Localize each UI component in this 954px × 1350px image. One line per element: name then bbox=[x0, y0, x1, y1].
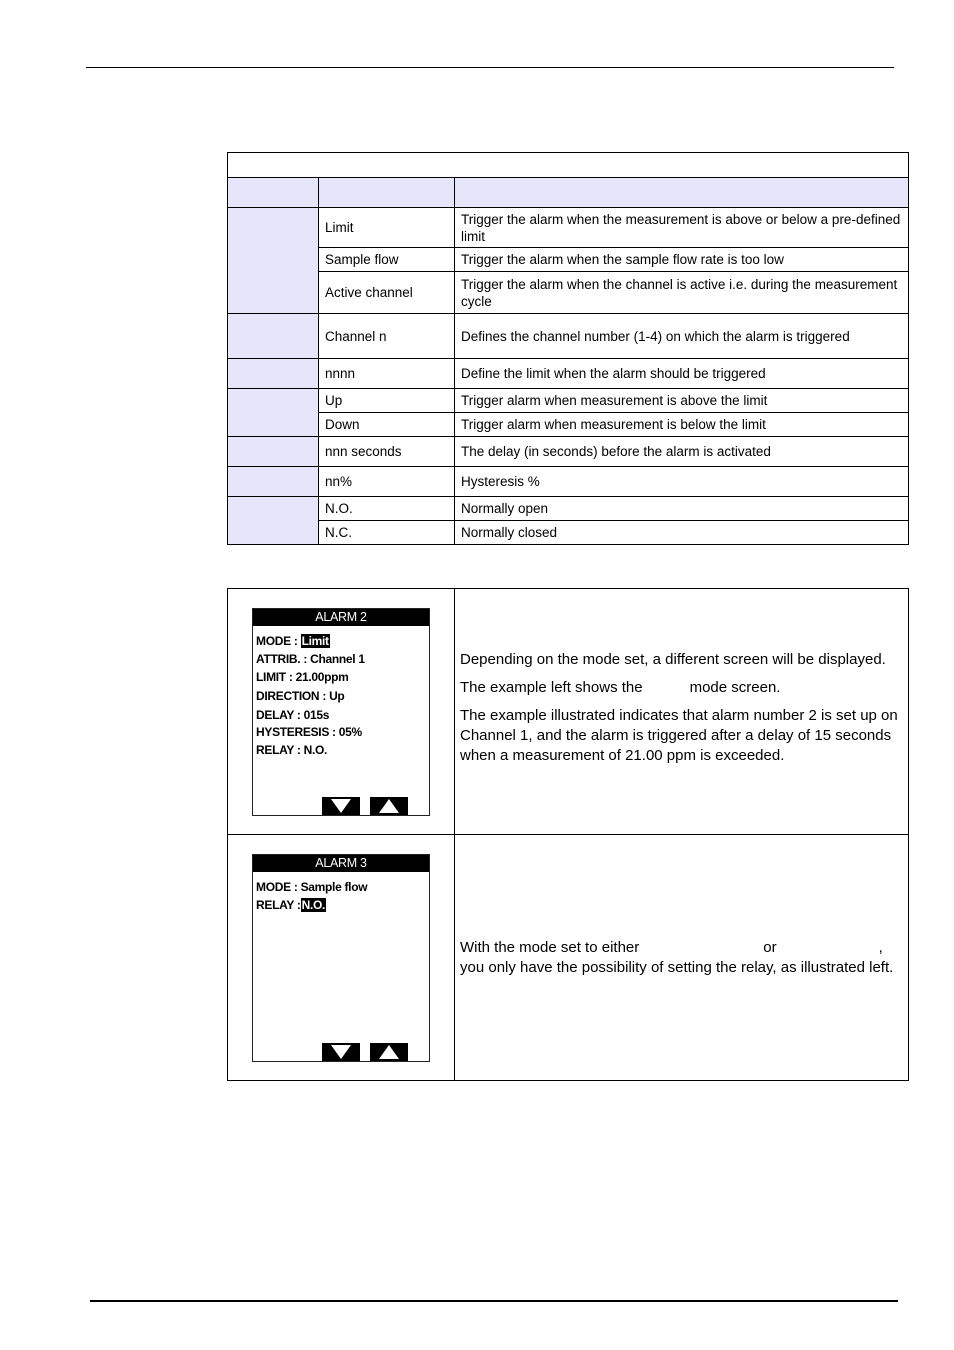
option-cell: nnn seconds bbox=[319, 437, 455, 467]
category-cell bbox=[228, 467, 319, 497]
option-cell: Limit bbox=[319, 208, 455, 248]
screen-examples-table bbox=[227, 588, 909, 1081]
table-row bbox=[228, 248, 909, 272]
description-cell: Trigger the alarm when the measurement is above or below a pre-defined limit bbox=[455, 208, 909, 248]
option-cell: N.O. bbox=[319, 497, 455, 521]
option-cell: nnnn bbox=[319, 359, 455, 389]
description-cell: Trigger the alarm when the channel is active i.e. during the measurement cycle bbox=[455, 272, 909, 314]
table-row bbox=[228, 359, 909, 389]
lcd-direction-line: DIRECTION : Up bbox=[256, 688, 345, 703]
alarm-settings-table bbox=[227, 152, 909, 545]
table-row bbox=[228, 413, 909, 437]
option-cell: Sample flow bbox=[319, 248, 455, 272]
screen-description-alarm3 bbox=[455, 835, 909, 1081]
table-row bbox=[228, 208, 909, 248]
table-title bbox=[228, 153, 909, 178]
lcd-title: ALARM 3 bbox=[253, 855, 429, 872]
description-cell: Trigger alarm when measurement is below the limit bbox=[455, 413, 909, 437]
lcd-title: ALARM 2 bbox=[253, 609, 429, 626]
description-cell: Normally closed bbox=[455, 521, 909, 545]
option-cell: N.C. bbox=[319, 521, 455, 545]
lcd-relay-line: RELAY :N.O. bbox=[256, 897, 326, 912]
up-arrow-button bbox=[370, 1043, 408, 1061]
description-cell: Define the limit when the alarm should be triggered bbox=[455, 359, 909, 389]
lcd-hysteresis-line: HYSTERESIS : 05% bbox=[256, 724, 362, 739]
option-cell: Channel n bbox=[319, 314, 455, 359]
desc-paragraph: The example left shows the mode screen. bbox=[460, 678, 781, 696]
category-cell bbox=[228, 314, 319, 359]
lcd-relay-line: RELAY : N.O. bbox=[256, 742, 328, 757]
screen-cell-alarm2 bbox=[228, 589, 455, 835]
option-cell: Up bbox=[319, 389, 455, 413]
lcd-mode-line: MODE : Sample flow bbox=[256, 879, 368, 894]
lcd-relay-value: N.O. bbox=[301, 897, 326, 912]
table-row bbox=[228, 467, 909, 497]
table-row bbox=[228, 314, 909, 359]
lcd-screen-alarm2 bbox=[252, 608, 430, 816]
screen-cell-alarm3 bbox=[228, 835, 455, 1081]
table-row bbox=[228, 272, 909, 314]
description-cell: Defines the channel number (1-4) on which the alarm is triggered bbox=[455, 314, 909, 359]
desc-paragraph: Depending on the mode set, a different screen will be displayed. bbox=[460, 650, 886, 668]
up-arrow-button bbox=[370, 797, 408, 815]
description-cell: Normally open bbox=[455, 497, 909, 521]
category-cell bbox=[228, 497, 319, 545]
down-arrow-icon bbox=[331, 799, 351, 813]
category-cell bbox=[228, 437, 319, 467]
option-cell: nn% bbox=[319, 467, 455, 497]
lcd-screen-alarm3 bbox=[252, 854, 430, 1062]
up-arrow-icon bbox=[379, 1045, 399, 1059]
lcd-limit-line: LIMIT : 21.00ppm bbox=[256, 669, 349, 684]
down-arrow-icon bbox=[331, 1045, 351, 1059]
down-arrow-button bbox=[322, 1043, 360, 1061]
option-cell: Active channel bbox=[319, 272, 455, 314]
description-cell: Trigger the alarm when the sample flow rate is too low bbox=[455, 248, 909, 272]
table-row bbox=[228, 437, 909, 467]
table-row bbox=[228, 389, 909, 413]
table-row bbox=[228, 497, 909, 521]
description-cell: Trigger alarm when measurement is above the limit bbox=[455, 389, 909, 413]
desc-paragraph: With the mode set to either or , you only have the possibility of setting the relay, as illustrated left. bbox=[460, 938, 894, 976]
desc-paragraph: The example illustrated indicates that alarm number 2 is set up on Channel 1, and the alarm is triggered after a delay of 15 seconds when a measurement of 21.00 ppm is exceeded. bbox=[460, 706, 898, 764]
up-arrow-icon bbox=[379, 799, 399, 813]
footer-rule bbox=[90, 1300, 898, 1302]
lcd-delay-line: DELAY : 015s bbox=[256, 707, 330, 722]
lcd-mode-value: Limit bbox=[301, 633, 329, 648]
down-arrow-button bbox=[322, 797, 360, 815]
description-cell: The delay (in seconds) before the alarm is activated bbox=[455, 437, 909, 467]
category-cell bbox=[228, 389, 319, 437]
table-row bbox=[228, 521, 909, 545]
category-cell bbox=[228, 208, 319, 314]
category-cell bbox=[228, 359, 319, 389]
lcd-attrib-line: ATTRIB. : Channel 1 bbox=[256, 651, 365, 666]
header-description bbox=[455, 178, 909, 208]
header-category bbox=[228, 178, 319, 208]
option-cell: Down bbox=[319, 413, 455, 437]
header-option bbox=[319, 178, 455, 208]
description-cell: Hysteresis % bbox=[455, 467, 909, 497]
lcd-mode-line: MODE : Limit bbox=[256, 633, 329, 648]
header-rule bbox=[86, 67, 894, 68]
screen-description-alarm2 bbox=[455, 589, 909, 835]
